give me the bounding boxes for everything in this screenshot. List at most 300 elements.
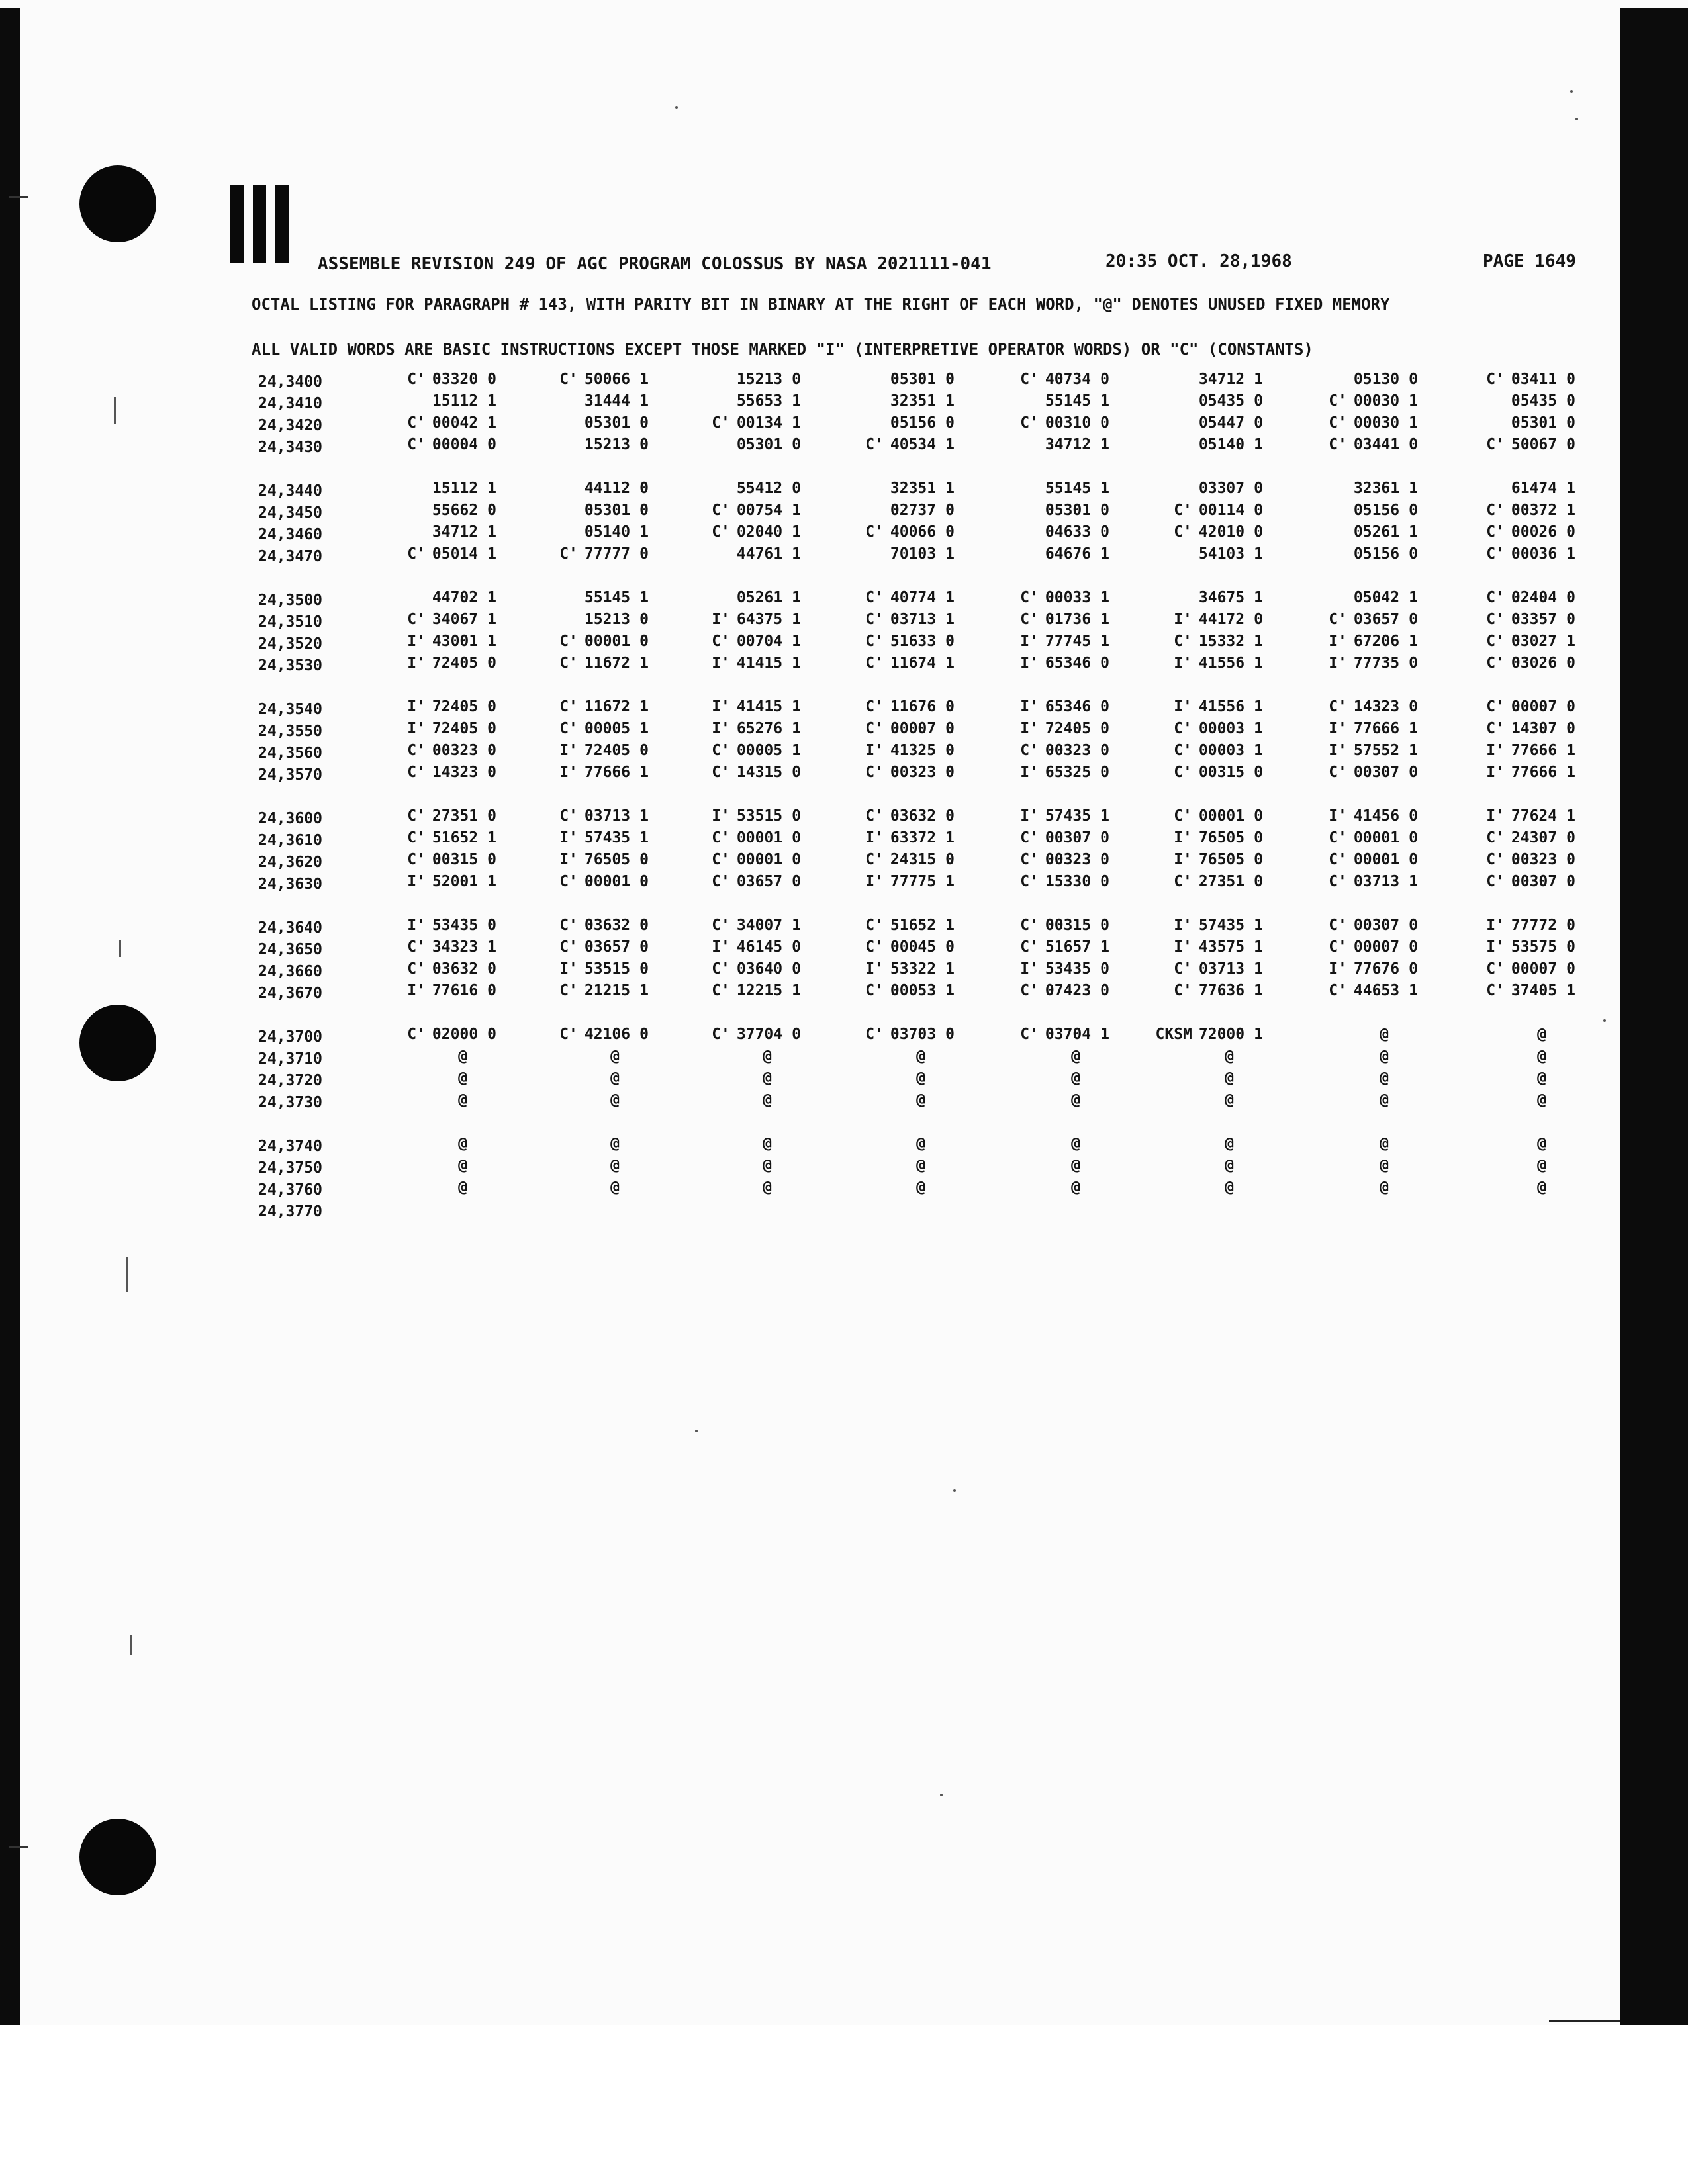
- word-type-marker: C': [1329, 873, 1347, 890]
- word-type-marker: I': [1486, 917, 1505, 934]
- word-type-marker: C': [1174, 720, 1192, 737]
- octal-word: [816, 982, 955, 999]
- parity-bit: 1: [639, 720, 649, 737]
- octal-value: 34067: [432, 611, 479, 628]
- word-type-marker: C': [1486, 436, 1505, 453]
- octal-value: 53435: [432, 917, 479, 934]
- word-type-marker: I': [1174, 655, 1192, 672]
- octal-listing-description: OCTAL LISTING FOR PARAGRAPH # 143, WITH PARITY BIT IN BINARY AT THE RIGHT OF EACH WORD, "@" DENOTES UNUSED FIXED MEMORY: [252, 295, 1390, 314]
- octal-word: [970, 1135, 1120, 1152]
- octal-word: [510, 633, 649, 650]
- table-row: [258, 1091, 1602, 1113]
- word-type-marker: C': [712, 764, 730, 781]
- octal-value: 03713: [584, 807, 631, 825]
- octal-value: 00033: [1045, 589, 1092, 606]
- octal-word: [510, 589, 649, 606]
- octal-value: 00045: [890, 938, 937, 956]
- scan-streak: [119, 940, 121, 957]
- word-type-marker: C': [712, 414, 730, 432]
- octal-value: 03027: [1511, 633, 1558, 650]
- word-type-marker: C': [865, 589, 884, 606]
- word-type-marker: I': [1174, 698, 1192, 715]
- octal-value: 53575: [1511, 938, 1558, 956]
- word-type-marker: I': [559, 764, 578, 781]
- octal-value: 00042: [432, 414, 479, 432]
- parity-bit: 1: [639, 698, 649, 715]
- parity-bit: 1: [639, 655, 649, 672]
- octal-value: 00307: [1353, 917, 1400, 934]
- table-row: [258, 873, 1602, 895]
- octal-word: [1124, 1091, 1274, 1109]
- parity-bit: 0: [1100, 982, 1109, 999]
- octal-word: [816, 633, 955, 650]
- parity-bit: 0: [487, 764, 496, 781]
- octal-value: 37405: [1511, 982, 1558, 999]
- octal-value: 15112: [432, 392, 479, 410]
- word-type-marker: I': [1174, 938, 1192, 956]
- unused-memory-marker: @: [610, 1069, 620, 1087]
- octal-value: 00026: [1511, 523, 1558, 541]
- octal-word: [662, 982, 801, 999]
- octal-value: 40534: [890, 436, 937, 453]
- unused-memory-marker: @: [1225, 1048, 1234, 1065]
- parity-bit: 1: [1100, 392, 1109, 410]
- octal-value: 05140: [1198, 436, 1245, 453]
- octal-value: 05435: [1511, 392, 1558, 410]
- parity-bit: 1: [1409, 414, 1418, 432]
- word-type-marker: I': [407, 633, 426, 650]
- parity-bit: 1: [1100, 633, 1109, 650]
- word-type-marker: C': [1174, 502, 1192, 519]
- octal-word: [1124, 502, 1263, 519]
- parity-bit: 0: [639, 917, 649, 934]
- octal-value: 40066: [890, 523, 937, 541]
- octal-word: [816, 1069, 965, 1087]
- octal-word: [510, 807, 649, 825]
- octal-value: 41325: [890, 742, 937, 759]
- parity-bit: 1: [639, 589, 649, 606]
- octal-word: [1436, 1157, 1586, 1174]
- octal-word: [662, 480, 801, 497]
- table-row: [258, 982, 1602, 1004]
- word-type-marker: C': [712, 982, 730, 999]
- octal-value: 64676: [1045, 545, 1092, 563]
- octal-value: 00134: [736, 414, 783, 432]
- parity-bit: 0: [1100, 873, 1109, 890]
- parity-bit: 1: [639, 392, 649, 410]
- octal-value: 12215: [736, 982, 783, 999]
- octal-word: [1436, 589, 1575, 606]
- octal-word: [357, 502, 496, 519]
- unused-memory-marker: @: [1380, 1157, 1389, 1174]
- octal-value: 00030: [1353, 392, 1400, 410]
- word-type-marker: I': [1174, 917, 1192, 934]
- octal-word: [816, 589, 955, 606]
- parity-bit: 0: [487, 851, 496, 868]
- scan-speck: [1603, 1019, 1606, 1022]
- octal-word: [1436, 764, 1575, 781]
- word-type-marker: I': [712, 611, 730, 628]
- octal-word: [1279, 807, 1418, 825]
- octal-value: 51652: [890, 917, 937, 934]
- parity-bit: 0: [1566, 960, 1575, 978]
- parity-bit: 1: [1409, 720, 1418, 737]
- octal-value: 27351: [1198, 873, 1245, 890]
- octal-value: 57435: [1045, 807, 1092, 825]
- parity-bit: 1: [945, 982, 955, 999]
- parity-bit: 0: [792, 851, 801, 868]
- scan-streak: [130, 1635, 132, 1655]
- unused-memory-marker: @: [1071, 1157, 1080, 1174]
- parity-bit: 0: [1566, 829, 1575, 846]
- octal-value: 76505: [1198, 829, 1245, 846]
- octal-word: [970, 938, 1109, 956]
- octal-word: [1124, 742, 1263, 759]
- octal-word: [970, 414, 1109, 432]
- octal-word: [970, 742, 1109, 759]
- octal-word: [970, 960, 1109, 978]
- octal-word: [970, 436, 1109, 453]
- parity-bit: 1: [1100, 1026, 1109, 1043]
- parity-bit: 1: [792, 502, 801, 519]
- octal-word: [662, 436, 801, 453]
- octal-value: 03320: [432, 371, 479, 388]
- word-type-marker: C': [407, 960, 426, 978]
- octal-value: 00001: [736, 829, 783, 846]
- octal-word: [1279, 1091, 1429, 1109]
- octal-value: 03657: [584, 938, 631, 956]
- octal-word: [357, 698, 496, 715]
- octal-word: [662, 829, 801, 846]
- parity-bit: 1: [487, 414, 496, 432]
- parity-bit: 1: [1254, 436, 1263, 453]
- unused-memory-marker: @: [1225, 1091, 1234, 1109]
- octal-value: 05447: [1198, 414, 1245, 432]
- octal-value: 41556: [1198, 698, 1245, 715]
- parity-bit: 0: [487, 1026, 496, 1043]
- table-row: [258, 633, 1602, 655]
- octal-word: [1124, 764, 1263, 781]
- parity-bit: 1: [945, 917, 955, 934]
- octal-word: [970, 917, 1109, 934]
- octal-word: [357, 414, 496, 432]
- octal-word: [1436, 633, 1575, 650]
- octal-value: 77666: [1511, 764, 1558, 781]
- octal-word: [1279, 523, 1418, 541]
- octal-value: 32361: [1353, 480, 1400, 497]
- octal-word: [970, 523, 1109, 541]
- octal-value: 00323: [1511, 851, 1558, 868]
- octal-word: [816, 1048, 965, 1065]
- parity-bit: 1: [1409, 633, 1418, 650]
- parity-bit: 0: [792, 764, 801, 781]
- word-type-marker: I': [1020, 807, 1039, 825]
- word-type-marker: C': [407, 742, 426, 759]
- parity-bit: 0: [1409, 611, 1418, 628]
- octal-word: [1279, 873, 1418, 890]
- row-address: 24,3650: [258, 941, 322, 958]
- octal-value: 51652: [432, 829, 479, 846]
- octal-value: 05301: [1045, 502, 1092, 519]
- word-type-marker: C': [407, 851, 426, 868]
- parity-bit: 1: [1100, 480, 1109, 497]
- octal-value: 61474: [1511, 480, 1558, 497]
- octal-value: 00315: [432, 851, 479, 868]
- octal-word: [970, 655, 1109, 672]
- parity-bit: 0: [639, 1026, 649, 1043]
- word-type-marker: C': [559, 982, 578, 999]
- octal-value: 51633: [890, 633, 937, 650]
- word-type-marker: C': [559, 938, 578, 956]
- octal-value: 72000: [1198, 1026, 1245, 1043]
- word-type-marker: C': [865, 655, 884, 672]
- word-type-marker: C': [865, 436, 884, 453]
- octal-value: 72405: [432, 698, 479, 715]
- octal-value: 77735: [1353, 655, 1400, 672]
- octal-value: 34712: [432, 523, 479, 541]
- parity-bit: 0: [639, 851, 649, 868]
- octal-word: [1279, 698, 1418, 715]
- octal-word: [1124, 371, 1263, 388]
- word-type-marker: I': [1020, 720, 1039, 737]
- word-type-marker: C': [712, 851, 730, 868]
- parity-bit: 0: [945, 742, 955, 759]
- parity-bit: 1: [487, 589, 496, 606]
- octal-value: 03657: [1353, 611, 1400, 628]
- unused-memory-marker: @: [610, 1048, 620, 1065]
- word-type-marker: C': [1329, 938, 1347, 956]
- octal-value: 05301: [1511, 414, 1558, 432]
- octal-value: 00001: [584, 633, 631, 650]
- table-row: [258, 829, 1602, 851]
- word-type-marker: C': [1174, 523, 1192, 541]
- word-legend-description: ALL VALID WORDS ARE BASIC INSTRUCTIONS EXCEPT THOSE MARKED "I" (INTERPRETIVE OPERATOR WORDS) OR "C" (CONSTANTS): [252, 340, 1313, 359]
- word-type-marker: I': [712, 807, 730, 825]
- octal-word: [1436, 523, 1575, 541]
- unused-memory-marker: @: [1537, 1048, 1546, 1065]
- word-type-marker: C': [1486, 851, 1505, 868]
- word-type-marker: I': [865, 829, 884, 846]
- unused-memory-marker: @: [916, 1091, 925, 1109]
- octal-word: [510, 764, 649, 781]
- parity-bit: 0: [639, 480, 649, 497]
- unused-memory-marker: @: [610, 1091, 620, 1109]
- octal-value: 00704: [736, 633, 783, 650]
- parity-bit: 1: [792, 611, 801, 628]
- octal-word: [970, 371, 1109, 388]
- parity-bit: 0: [792, 807, 801, 825]
- unused-memory-marker: @: [1380, 1069, 1389, 1087]
- hole-tick-mark: [9, 1846, 28, 1848]
- octal-value: 03704: [1045, 1026, 1092, 1043]
- unused-memory-marker: @: [1380, 1091, 1389, 1109]
- parity-bit: 1: [1409, 742, 1418, 759]
- octal-value: 15112: [432, 480, 479, 497]
- parity-bit: 1: [487, 873, 496, 890]
- row-address: 24,3770: [258, 1203, 322, 1220]
- word-type-marker: C': [712, 502, 730, 519]
- unused-memory-marker: @: [1071, 1069, 1080, 1087]
- octal-value: 43575: [1198, 938, 1245, 956]
- octal-word: [1436, 698, 1575, 715]
- octal-value: 14323: [1353, 698, 1400, 715]
- octal-value: 14307: [1511, 720, 1558, 737]
- parity-bit: 0: [1566, 589, 1575, 606]
- word-type-marker: C': [865, 698, 884, 715]
- octal-word: [662, 1091, 812, 1109]
- parity-bit: 0: [1100, 523, 1109, 541]
- octal-word: [970, 1069, 1120, 1087]
- octal-value: 40774: [890, 589, 937, 606]
- unused-memory-marker: @: [1537, 1179, 1546, 1196]
- parity-bit: 0: [1254, 480, 1263, 497]
- word-type-marker: C': [865, 764, 884, 781]
- row-address: 24,3760: [258, 1181, 322, 1199]
- octal-value: 00310: [1045, 414, 1092, 432]
- word-type-marker: C': [1329, 436, 1347, 453]
- octal-word: [816, 1157, 965, 1174]
- octal-word: [1124, 436, 1263, 453]
- octal-word: [1279, 742, 1418, 759]
- word-type-marker: C': [1329, 611, 1347, 628]
- bottom-edge-rule: [1549, 2020, 1620, 2022]
- parity-bit: 1: [792, 414, 801, 432]
- parity-bit: 0: [1409, 829, 1418, 846]
- octal-word: [816, 611, 955, 628]
- row-address: 24,3670: [258, 985, 322, 1002]
- word-type-marker: I': [1020, 655, 1039, 672]
- parity-bit: 1: [792, 917, 801, 934]
- octal-value: 55412: [736, 480, 783, 497]
- word-type-marker: C': [407, 807, 426, 825]
- octal-word: [662, 960, 801, 978]
- octal-value: 34007: [736, 917, 783, 934]
- octal-value: 72405: [1045, 720, 1092, 737]
- parity-bit: 0: [1409, 371, 1418, 388]
- parity-bit: 1: [1254, 698, 1263, 715]
- parity-bit: 0: [1566, 938, 1575, 956]
- octal-word: [1279, 1179, 1429, 1196]
- octal-value: 00003: [1198, 742, 1245, 759]
- parity-bit: 0: [1409, 698, 1418, 715]
- word-type-marker: C': [1329, 764, 1347, 781]
- unused-memory-marker: @: [763, 1048, 772, 1065]
- octal-word: [1279, 982, 1418, 999]
- octal-value: 34323: [432, 938, 479, 956]
- parity-bit: 0: [1254, 873, 1263, 890]
- row-address: 24,3530: [258, 657, 322, 674]
- unused-memory-marker: @: [1071, 1091, 1080, 1109]
- octal-value: 00007: [1353, 938, 1400, 956]
- word-type-marker: I': [1174, 829, 1192, 846]
- parity-bit: 1: [1254, 655, 1263, 672]
- table-row: [258, 545, 1602, 567]
- octal-value: 03411: [1511, 371, 1558, 388]
- octal-word: [1279, 829, 1418, 846]
- octal-value: 02040: [736, 523, 783, 541]
- octal-word: [816, 938, 955, 956]
- parity-bit: 0: [1100, 829, 1109, 846]
- octal-word: [510, 1179, 659, 1196]
- parity-bit: 1: [1100, 807, 1109, 825]
- parity-bit: 1: [487, 829, 496, 846]
- octal-word: [816, 436, 955, 453]
- parity-bit: 0: [1409, 807, 1418, 825]
- parity-bit: 1: [487, 480, 496, 497]
- word-type-marker: C': [407, 371, 426, 388]
- octal-word: [1436, 392, 1575, 410]
- octal-value: 72405: [432, 655, 479, 672]
- octal-value: 00001: [736, 851, 783, 868]
- row-address: 24,3740: [258, 1138, 322, 1155]
- word-type-marker: C': [1329, 698, 1347, 715]
- octal-word: [1436, 829, 1575, 846]
- row-address: 24,3640: [258, 919, 322, 936]
- word-type-marker: C': [1486, 829, 1505, 846]
- table-row: [258, 917, 1602, 938]
- octal-word: [357, 1026, 496, 1043]
- word-type-marker: C': [1020, 917, 1039, 934]
- octal-word: [1279, 480, 1418, 497]
- octal-word: [357, 807, 496, 825]
- word-type-marker: I': [1329, 960, 1347, 978]
- parity-bit: 0: [487, 917, 496, 934]
- octal-value: 05301: [736, 436, 783, 453]
- word-type-marker: I': [865, 960, 884, 978]
- word-type-marker: C': [1020, 873, 1039, 890]
- octal-value: 77745: [1045, 633, 1092, 650]
- parity-bit: 1: [792, 982, 801, 999]
- octal-value: 00307: [1045, 829, 1092, 846]
- octal-word: [357, 371, 496, 388]
- octal-word: [510, 1091, 659, 1109]
- octal-value: 03703: [890, 1026, 937, 1043]
- parity-bit: 1: [487, 545, 496, 563]
- parity-bit: 1: [792, 633, 801, 650]
- parity-bit: 1: [1409, 480, 1418, 497]
- octal-word: [1279, 720, 1418, 737]
- octal-value: 21215: [584, 982, 631, 999]
- parity-bit: 1: [487, 633, 496, 650]
- parity-bit: 0: [1100, 655, 1109, 672]
- word-type-marker: I': [1020, 633, 1039, 650]
- octal-word: [662, 392, 801, 410]
- octal-word: [662, 764, 801, 781]
- octal-word: [1279, 655, 1418, 672]
- word-type-marker: I': [407, 655, 426, 672]
- octal-value: 37704: [736, 1026, 783, 1043]
- word-type-marker: C': [1486, 960, 1505, 978]
- octal-word: [662, 545, 801, 563]
- word-type-marker: C': [1020, 414, 1039, 432]
- octal-listing-table: [258, 371, 1602, 1222]
- octal-word: [662, 633, 801, 650]
- row-address: 24,3420: [258, 417, 322, 434]
- word-type-marker: C': [559, 633, 578, 650]
- octal-value: 03713: [1198, 960, 1245, 978]
- parity-bit: 1: [1254, 982, 1263, 999]
- parity-bit: 1: [1254, 917, 1263, 934]
- word-type-marker: C': [1020, 938, 1039, 956]
- octal-value: 77636: [1198, 982, 1245, 999]
- parity-bit: 1: [487, 523, 496, 541]
- word-type-marker: I': [1329, 655, 1347, 672]
- octal-value: 05156: [890, 414, 937, 432]
- octal-value: 04633: [1045, 523, 1092, 541]
- word-type-marker: C': [1020, 589, 1039, 606]
- octal-word: [357, 764, 496, 781]
- parity-bit: 0: [1409, 917, 1418, 934]
